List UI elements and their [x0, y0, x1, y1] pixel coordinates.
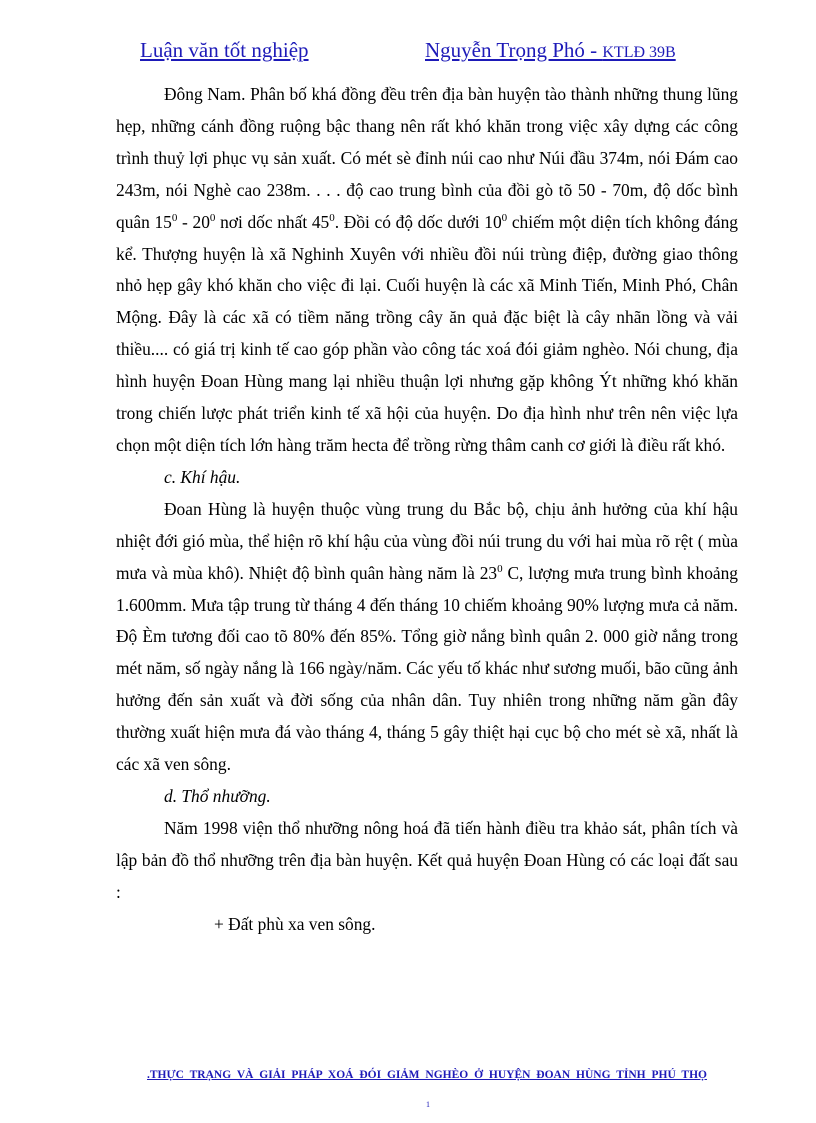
running-header	[140, 38, 720, 68]
superscript: 0	[497, 562, 503, 575]
class-code: KTLĐ 39B	[602, 44, 676, 61]
superscript: 0	[209, 211, 216, 224]
page-number: 1	[426, 1100, 430, 1109]
running-footer: .THỰC TRẠNG VÀ GIẢI PHÁP XOÁ ĐÓI GIẢM NGHÈO Ở HUYỆN ĐOAN HÙNG TỈNH PHÚ THỌ	[147, 1069, 707, 1081]
heading-climate: c. Khí hậu.	[164, 466, 241, 487]
thesis-label: Luận văn tốt nghiệp	[140, 38, 309, 62]
author-name: Nguyễn Trọng Phó -	[425, 38, 603, 62]
text-run: . Đồi có độ dốc dưới 10	[334, 211, 502, 232]
paragraph-climate	[116, 494, 738, 781]
text-run: chiếm một diện tích không đáng kể. Thượng huyện là xã Nghinh Xuyên với nhiều đồi núi trùng điệp, đường giao thông nhỏ hẹp gây khó khăn cho việc đi lại. Cuối huyện là các xã Minh Tiến, Minh Phó, Chân Mộng. Đây là các xã có tiềm năng trồng cây ăn quả đặc biệt là cây nhãn lồng và vải thiều.... có giá trị kinh tế cao góp phần vào công tác xoá đói giảm nghèo. Nói chung, địa hình huyện Đoan Hùng mang lại nhiều thuận lợi nhưng gặp không Ýt những khó khăn trong chiến lược phát triển kinh tế xã hội của huyện. Do địa hình như trên nên việc lựa chọn một diện tích lớn hàng trăm hecta để trồng rừng thâm canh cơ giới là điều rất khó.	[116, 211, 739, 455]
superscript: 0	[501, 211, 508, 224]
document-body	[116, 79, 738, 940]
paragraph-soil: Năm 1998 viện thổ nhưỡng nông hoá đã tiến hành điều tra khảo sát, phân tích và lập bản đồ thổ nhưỡng trên địa bàn huyện. Kết quả huyện Đoan Hùng có các loại đất sau :	[116, 817, 738, 902]
paragraph-terrain	[116, 79, 738, 462]
superscript: 0	[171, 211, 178, 224]
text-run: Đông Nam. Phân bố khá đồng đều trên địa bàn huyện tào thành những thung lũng hẹp, những cánh đồng ruộng bậc thang nên rất khó khăn trong việc xây dựng các công trình thuỷ lợi phục vụ sản xuất. Có mét sè đỉnh núi cao như Núi đầu 374m, nói Đám cao 243m, nói Nghè cao 238m. . . . độ cao trung bình của đồi gò tõ 50 - 70m, độ dốc bình quân 15	[116, 84, 738, 232]
superscript: 0	[329, 211, 335, 224]
author-line	[425, 38, 676, 63]
text-run: nơi dốc nhất 45	[215, 211, 330, 232]
bullet-alluvial-soil: + Đất phù xa ven sông.	[214, 913, 376, 934]
heading-soil: d. Thổ nhưỡng.	[164, 785, 271, 806]
text-run: Đoan Hùng là huyện thuộc vùng trung du Bắc bộ, chịu ảnh hưởng của khí hậu nhiệt đới gió mùa, thể hiện rõ khí hậu của vùng đồi núi trung du với hai mùa rõ rệt ( mùa mưa và mùa khô). Nhiệt độ bình quân hàng năm là 23	[116, 498, 738, 583]
text-run: - 20	[177, 211, 210, 232]
text-run: C, lượng mưa trung bình khoảng 1.600mm. Mưa tập trung từ tháng 4 đến tháng 10 chiếm khoảng 90% lượng mưa cả năm. Độ Èm tương đối cao tõ 80% đến 85%. Tổng giờ nắng bình quân 2. 000 giờ nắng trong mét năm, số ngày nắng là 166 ngày/năm. Các yếu tố khác như sương muối, bão cũng ảnh hưởng đến sản xuất và đời sống của nhân dân. Tuy nhiên trong những năm gần đây thường xuất hiện mưa đá vào tháng 4, tháng 5 gây thiệt hại cục bộ cho mét sè xã, nhất là các xã ven sông.	[116, 562, 739, 775]
